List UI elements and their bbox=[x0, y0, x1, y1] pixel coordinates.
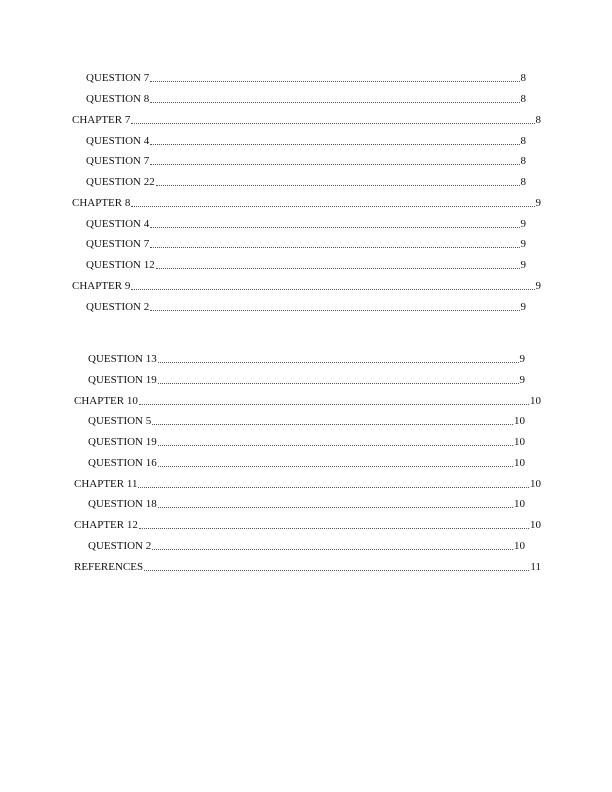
toc-entry-title: QUESTION 8 bbox=[86, 93, 150, 105]
dot-leader bbox=[144, 570, 529, 571]
toc-entry-page: 8 bbox=[535, 114, 541, 126]
toc-entry-title: CHAPTER 9 bbox=[72, 280, 131, 292]
toc-entry-page: 8 bbox=[520, 93, 526, 105]
dot-leader bbox=[158, 445, 513, 446]
toc-chapter-entry[interactable] bbox=[72, 195, 541, 209]
toc-entry-title: QUESTION 7 bbox=[86, 72, 150, 84]
dot-leader bbox=[138, 487, 529, 488]
toc-chapter-entry[interactable] bbox=[74, 393, 541, 407]
toc-chapter-entry[interactable] bbox=[74, 517, 541, 531]
dot-leader bbox=[139, 528, 529, 529]
toc-entry[interactable] bbox=[88, 538, 525, 552]
toc-entry-page: 9 bbox=[520, 238, 526, 250]
toc-entry-page: 9 bbox=[520, 301, 526, 313]
dot-leader bbox=[150, 164, 519, 165]
toc-entry-title: CHAPTER 10 bbox=[74, 395, 138, 407]
toc-entry[interactable] bbox=[86, 174, 526, 188]
dot-leader bbox=[139, 404, 529, 405]
dot-leader bbox=[131, 123, 534, 124]
toc-entry-title: CHAPTER 7 bbox=[72, 114, 131, 126]
toc-entry-page: 8 bbox=[520, 135, 526, 147]
toc-entry-title: QUESTION 2 bbox=[86, 301, 150, 313]
toc-entry[interactable] bbox=[86, 133, 526, 147]
toc-entry[interactable] bbox=[86, 257, 526, 271]
toc-entry-page: 10 bbox=[530, 395, 541, 407]
toc-entry-page: 10 bbox=[530, 478, 541, 490]
dot-leader bbox=[156, 185, 520, 186]
dot-leader bbox=[150, 227, 519, 228]
toc-entry-title: QUESTION 13 bbox=[88, 353, 157, 365]
toc-entry-title: QUESTION 7 bbox=[86, 238, 150, 250]
dot-leader bbox=[158, 507, 513, 508]
dot-leader bbox=[150, 102, 519, 103]
toc-entry-title: REFERENCES bbox=[74, 561, 144, 573]
toc-entry-title: QUESTION 7 bbox=[86, 155, 150, 167]
toc-entry-title: QUESTION 2 bbox=[88, 540, 152, 552]
toc-entry-title: QUESTION 19 bbox=[88, 436, 157, 448]
toc-entry-page: 9 bbox=[535, 280, 541, 292]
toc-entry-page: 10 bbox=[514, 457, 525, 469]
dot-leader bbox=[131, 206, 534, 207]
toc-entry-page: 11 bbox=[530, 561, 541, 573]
toc-entry-page: 8 bbox=[520, 72, 526, 84]
toc-entry-page: 8 bbox=[520, 155, 526, 167]
toc-entry-title: CHAPTER 11 bbox=[74, 478, 138, 490]
dot-leader bbox=[158, 362, 519, 363]
toc-entry-page: 9 bbox=[519, 374, 525, 386]
toc-entry[interactable] bbox=[88, 413, 525, 427]
toc-entry-title: CHAPTER 8 bbox=[72, 197, 131, 209]
toc-entry-title: QUESTION 4 bbox=[86, 135, 150, 147]
toc-entry[interactable] bbox=[86, 236, 526, 250]
dot-leader bbox=[158, 383, 519, 384]
toc-entry[interactable] bbox=[88, 496, 525, 510]
toc-entry[interactable] bbox=[88, 455, 525, 469]
dot-leader bbox=[152, 549, 513, 550]
toc-entry-title: QUESTION 18 bbox=[88, 498, 157, 510]
dot-leader bbox=[150, 81, 519, 82]
toc-entry[interactable] bbox=[86, 216, 526, 230]
toc-chapter-entry[interactable] bbox=[74, 476, 541, 490]
toc-entry[interactable] bbox=[88, 434, 525, 448]
dot-leader bbox=[156, 268, 520, 269]
toc-entry-page: 10 bbox=[514, 540, 525, 552]
dot-leader bbox=[158, 466, 513, 467]
toc-entry-page: 10 bbox=[514, 436, 525, 448]
toc-entry[interactable] bbox=[86, 91, 526, 105]
toc-entry-page: 10 bbox=[530, 519, 541, 531]
toc-entry[interactable] bbox=[86, 153, 526, 167]
toc-entry-title: QUESTION 5 bbox=[88, 415, 152, 427]
toc-chapter-entry[interactable] bbox=[72, 278, 541, 292]
toc-entry-page: 9 bbox=[519, 353, 525, 365]
toc-entry-page: 9 bbox=[535, 197, 541, 209]
toc-entry-page: 10 bbox=[514, 415, 525, 427]
toc-entry-page: 10 bbox=[514, 498, 525, 510]
toc-entry-page: 9 bbox=[520, 218, 526, 230]
toc-entry[interactable] bbox=[88, 351, 525, 365]
dot-leader bbox=[150, 144, 519, 145]
toc-entry[interactable] bbox=[88, 372, 525, 386]
dot-leader bbox=[152, 424, 513, 425]
toc-entry-title: QUESTION 12 bbox=[86, 259, 155, 271]
toc-entry-title: CHAPTER 12 bbox=[74, 519, 138, 531]
toc-entry[interactable] bbox=[86, 299, 526, 313]
toc-entry-title: QUESTION 16 bbox=[88, 457, 157, 469]
toc-entry-title: QUESTION 22 bbox=[86, 176, 155, 188]
toc-entry-page: 8 bbox=[520, 176, 526, 188]
toc-entry-page: 9 bbox=[520, 259, 526, 271]
toc-entry[interactable] bbox=[86, 70, 526, 84]
dot-leader bbox=[131, 289, 534, 290]
toc-entry-title: QUESTION 4 bbox=[86, 218, 150, 230]
toc-chapter-entry[interactable] bbox=[72, 112, 541, 126]
dot-leader bbox=[150, 310, 519, 311]
toc-references-entry[interactable] bbox=[74, 559, 541, 573]
dot-leader bbox=[150, 247, 519, 248]
toc-entry-title: QUESTION 19 bbox=[88, 374, 157, 386]
